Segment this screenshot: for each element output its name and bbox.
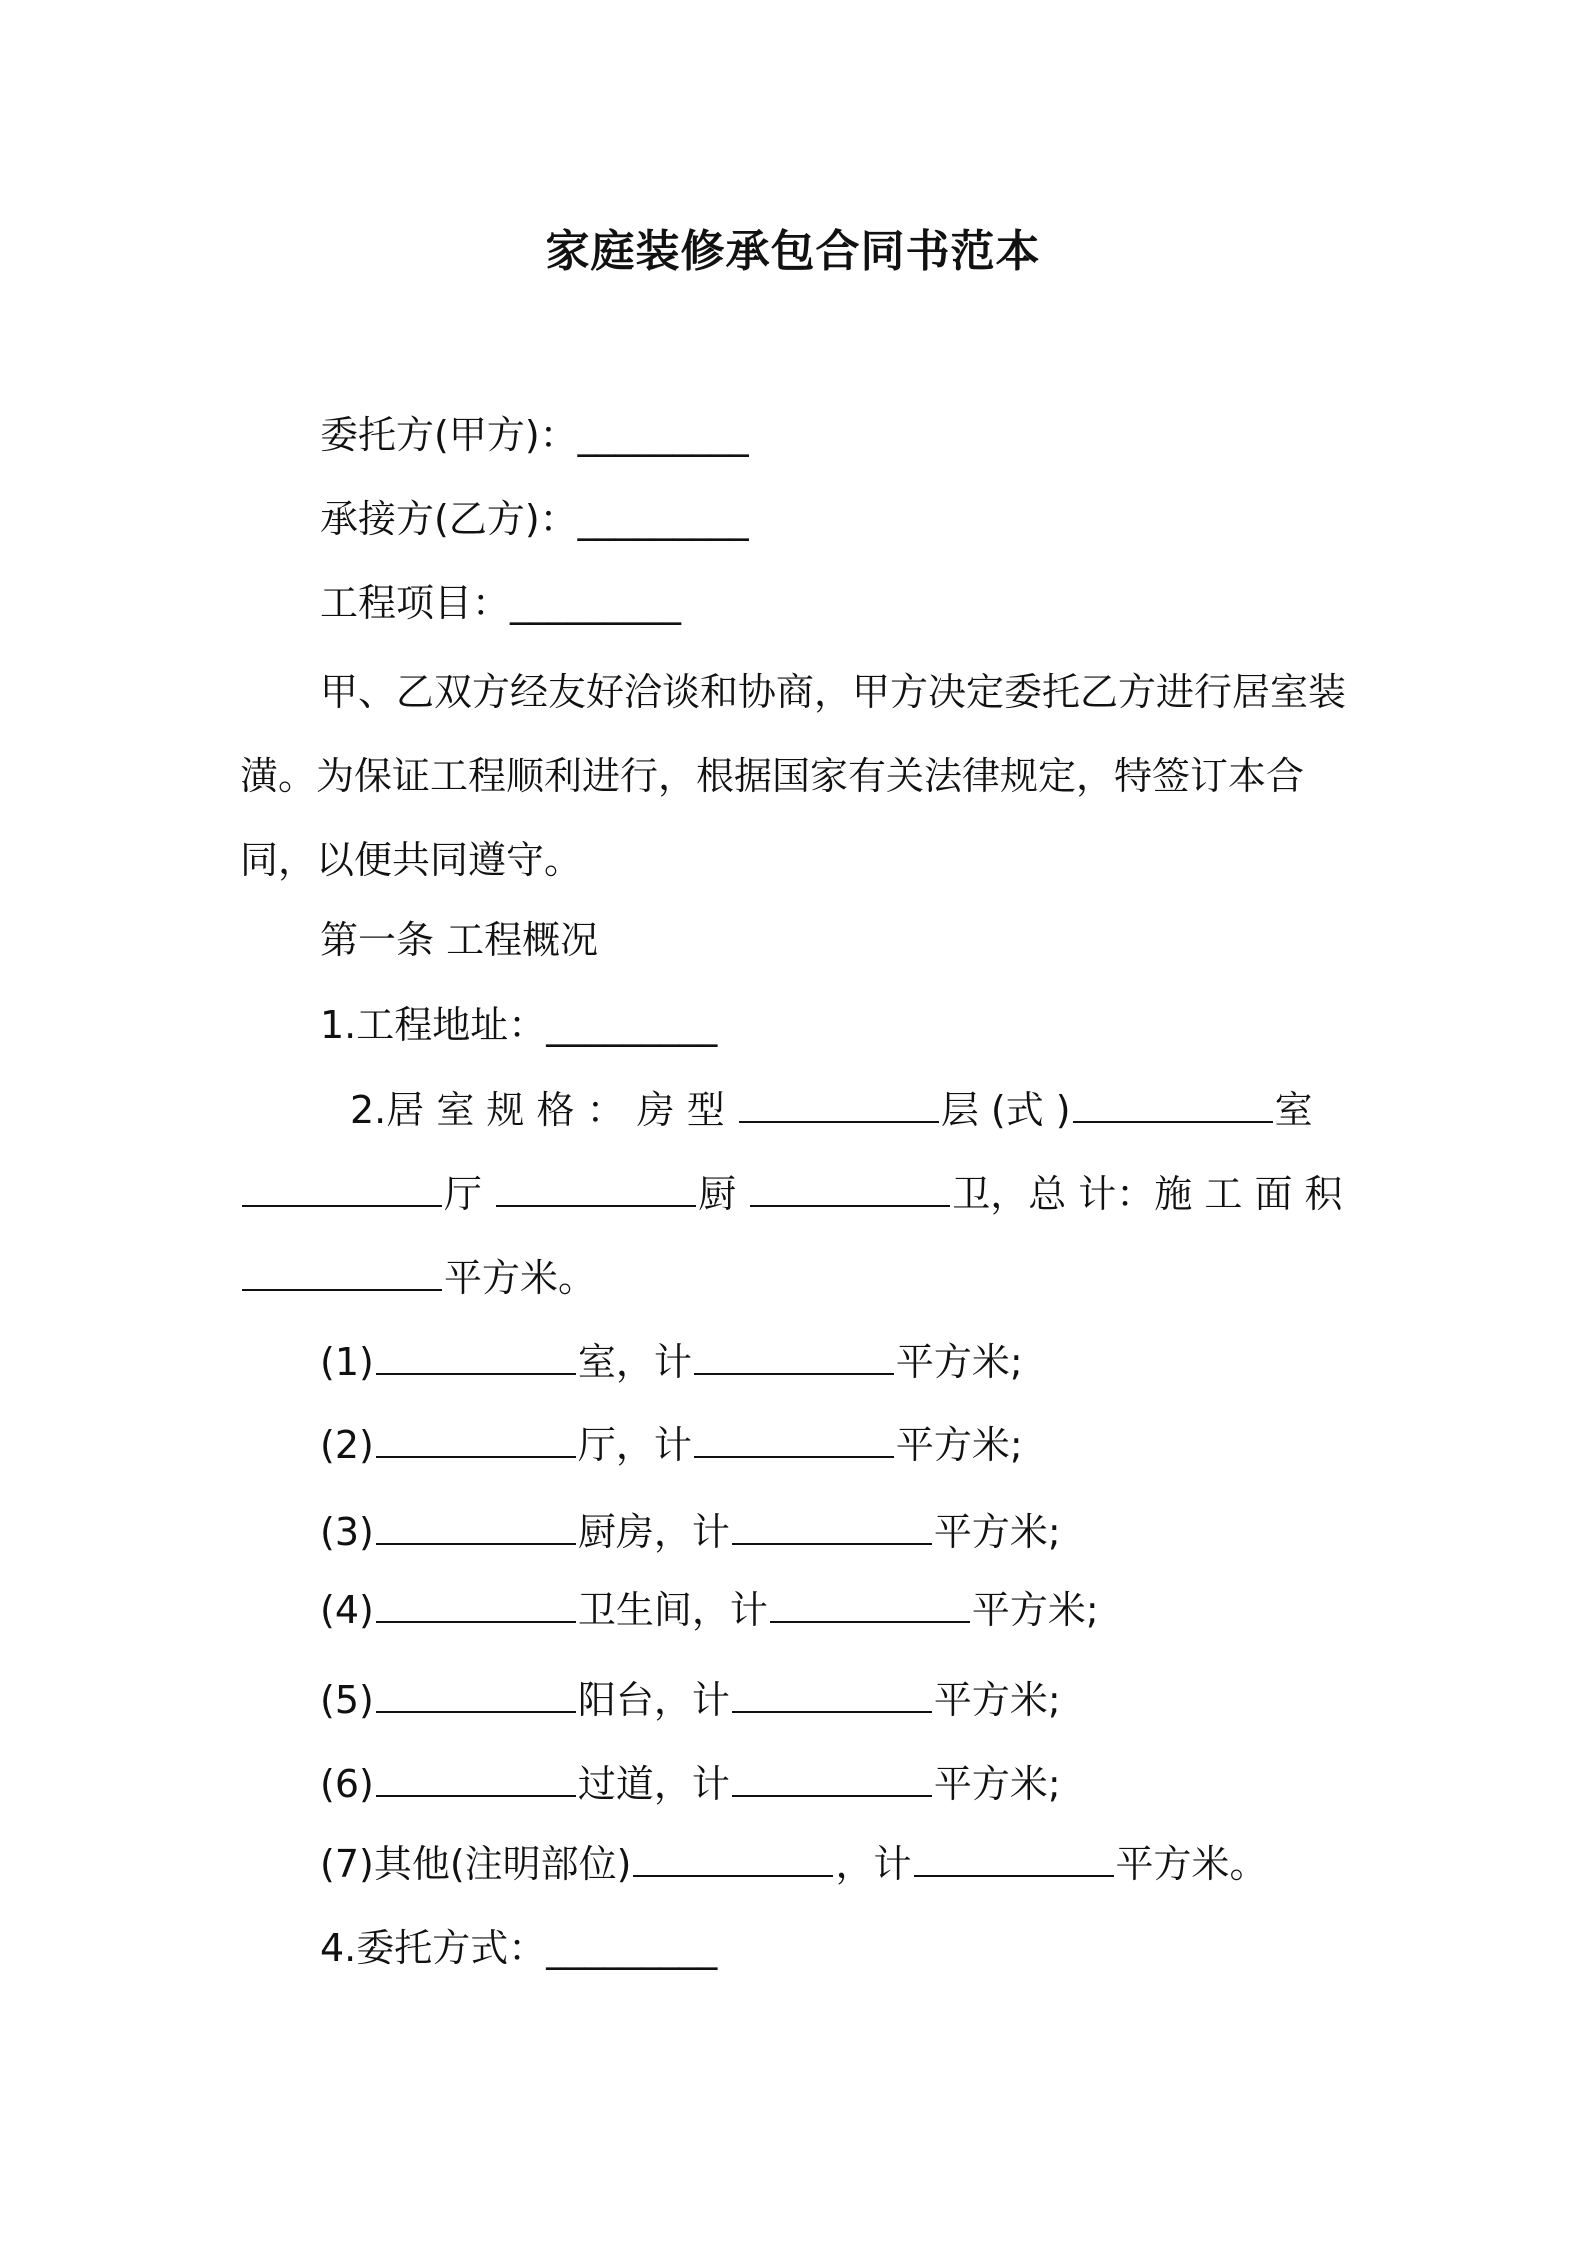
total-area-blank: [242, 1251, 442, 1291]
room-item-2: [320, 1418, 1023, 1470]
room-item-blank: [376, 1505, 576, 1545]
room-item-area-blank: [694, 1335, 894, 1375]
room-item-area-blank: [732, 1505, 932, 1545]
document-title: 家庭装修承包合同书范本: [545, 226, 1041, 277]
room-item-number: (7)其他(注明部位): [320, 1842, 632, 1886]
floor-label: 层 (式 ): [940, 1088, 1071, 1132]
project-label: 工程项目：: [320, 581, 511, 625]
entrust-method-blank: _________: [546, 1926, 718, 1970]
room-item-5: [320, 1673, 1061, 1725]
address-blank: _________: [546, 1003, 718, 1047]
room-item-blank: [633, 1837, 833, 1877]
room-item-blank: [376, 1583, 576, 1623]
room-item-number: (3): [320, 1510, 374, 1554]
room-item-area-blank: [732, 1757, 932, 1797]
room-item-number: (4): [320, 1588, 374, 1632]
intro-paragraph: 甲、乙双方经友好洽谈和协商，甲方决定委托乙方进行居室装潢。为保证工程顺利进行，根据国家有关法律规定，特签订本合同，以便共同遵守。: [240, 670, 1347, 882]
room-item-name: 卫生间，计: [577, 1588, 768, 1632]
party-a-line: [320, 410, 749, 460]
house-type-blank: [739, 1083, 939, 1123]
room-spec-line-2: [240, 1167, 1343, 1219]
address-label: 1.工程地址：: [320, 1003, 547, 1047]
total-area-unit: 平方米。: [444, 1256, 597, 1300]
room-item-4: [320, 1583, 1099, 1635]
room-item-unit: 平方米;: [933, 1510, 1061, 1554]
party-b-blank: _________: [577, 497, 749, 541]
room-item-name: 室，计: [577, 1340, 692, 1384]
room-item-area-blank: [914, 1837, 1114, 1877]
room-item-name: 过道，计: [577, 1762, 730, 1806]
room-spec-prefix: 2.居 室 规 格 ： 房 型: [350, 1088, 725, 1132]
kitchen-count-blank: [750, 1167, 950, 1207]
room-item-3: [320, 1505, 1061, 1557]
hall-count-blank: [496, 1167, 696, 1207]
room-item-area-blank: [770, 1583, 970, 1623]
room-item-6: [320, 1757, 1061, 1809]
room-label: 室: [1274, 1088, 1313, 1132]
kitchen-label: 厨: [698, 1172, 737, 1216]
room-item-name: 阳台，计: [577, 1678, 730, 1722]
room-item-unit: 平方米;: [895, 1423, 1023, 1467]
room-item-blank: [376, 1673, 576, 1713]
room-spec-line-3: [240, 1251, 596, 1303]
party-a-label: 委托方(甲方)：: [320, 413, 578, 457]
room-item-number: (6): [320, 1762, 374, 1806]
party-b-label: 承接方(乙方)：: [320, 497, 578, 541]
room-item-number: (5): [320, 1678, 374, 1722]
room-item-blank: [376, 1757, 576, 1797]
project-blank: _________: [510, 581, 682, 625]
room-item-unit: 平方米;: [971, 1588, 1099, 1632]
room-item-blank: [376, 1418, 576, 1458]
room-item-7: [320, 1837, 1268, 1889]
address-line: [320, 1000, 717, 1050]
total-label: 卫，总 计：施 工 面 积: [952, 1172, 1343, 1216]
room-item-1: [320, 1335, 1023, 1387]
room-count-blank: [242, 1167, 442, 1207]
room-item-unit: 平方米;: [933, 1762, 1061, 1806]
party-b-line: [320, 494, 749, 544]
entrust-method-line: [320, 1923, 717, 1973]
room-item-area-blank: [732, 1673, 932, 1713]
entrust-method-label: 4.委托方式：: [320, 1926, 547, 1970]
hall-label: 厅: [444, 1172, 483, 1216]
room-item-name: ，计: [835, 1842, 912, 1886]
room-item-unit: 平方米;: [895, 1340, 1023, 1384]
article1-heading: 第一条 工程概况: [320, 918, 599, 962]
room-item-unit: 平方米。: [1115, 1842, 1268, 1886]
room-item-area-blank: [694, 1418, 894, 1458]
room-item-blank: [376, 1335, 576, 1375]
room-item-name: 厅，计: [577, 1423, 692, 1467]
room-item-name: 厨房，计: [577, 1510, 730, 1554]
room-item-number: (1): [320, 1340, 374, 1384]
party-a-blank: _________: [577, 413, 749, 457]
room-item-number: (2): [320, 1423, 374, 1467]
room-item-unit: 平方米;: [933, 1678, 1061, 1722]
project-line: [320, 578, 681, 628]
room-spec-line-1: [350, 1083, 1313, 1135]
floor-blank: [1073, 1083, 1273, 1123]
